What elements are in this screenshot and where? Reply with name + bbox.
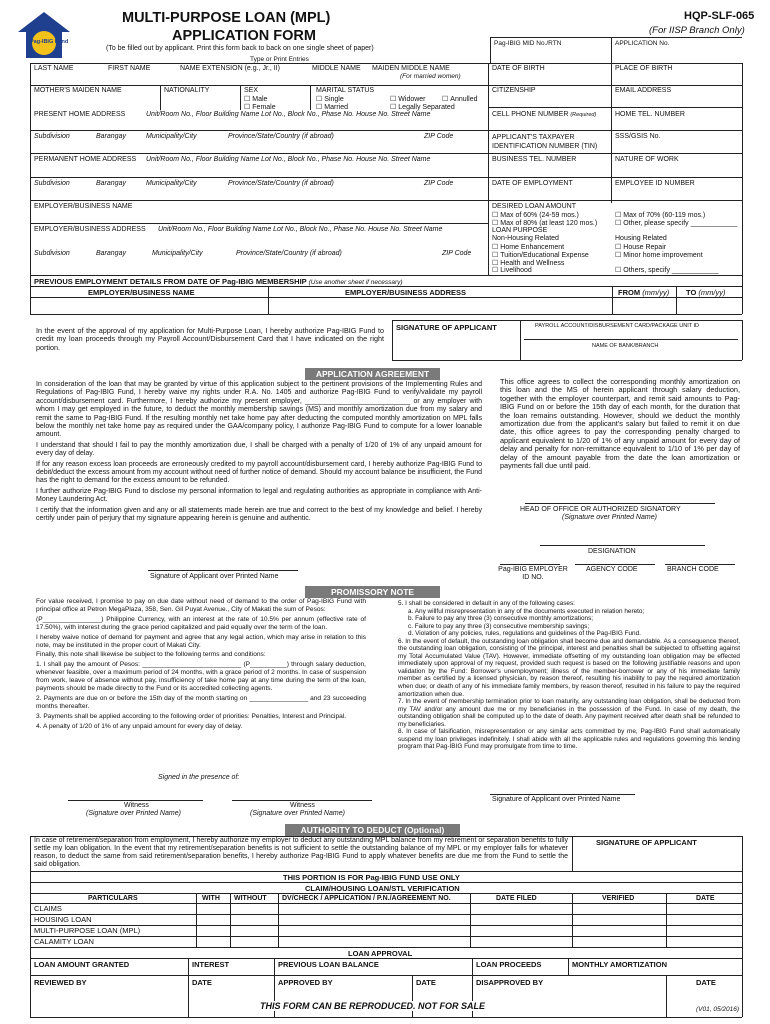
col-date: DATE <box>696 895 715 902</box>
tuition-checkbox[interactable]: ☐ Tuition/Educational Expense <box>492 251 589 259</box>
present-address-label: PRESENT HOME ADDRESS <box>34 111 126 118</box>
middle-name-label: MIDDLE NAME <box>312 65 361 72</box>
other-amount-checkbox[interactable]: ☐ Other, please specify ____________ <box>615 219 737 227</box>
maiden-middle-label: MAIDEN MIDDLE NAME <box>372 65 450 72</box>
col-with: WITH <box>202 895 220 902</box>
promissory-p2: (P________________) Philippine Currency, with an interest at the rate of 10.5% per annum (effective rate of 17.50%), with interest during the grace period capitalized and paid equally over the term of the loan. <box>36 615 366 631</box>
col-verified: VERIFIED <box>602 895 635 902</box>
business-tel-label: BUSINESS TEL. NUMBER <box>492 156 577 163</box>
presence-label: Signed in the presence of: <box>158 774 240 781</box>
permanent-address-label: PERMANENT HOME ADDRESS <box>34 156 137 163</box>
form-title-2: APPLICATION FORM <box>172 28 316 44</box>
present-address-line1: Unit/Room No., Floor Building Name Lot No., Block No., Phase No. House No. Street Name <box>146 111 431 118</box>
agreement-paragraphs <box>36 381 482 526</box>
married-women-note: (For married women) <box>400 73 461 80</box>
prev-col-to: TO (mm/yy) <box>686 288 726 297</box>
type-print-note: Type or Print Entries <box>250 56 309 63</box>
fund-use-title: THIS PORTION IS FOR Pag-IBIG FUND USE ONLY <box>283 873 460 882</box>
promissory-r5a: a. Any willful misrepresentation in any of the documents executed in relation hereto; <box>408 607 645 615</box>
app-no-label: APPLICATION No. <box>615 40 670 47</box>
witness2-label: Witness <box>290 802 315 809</box>
legally-separated-checkbox[interactable]: ☐ Legally Separated <box>390 103 455 111</box>
promissory-applicant-sig: Signature of Applicant over Printed Name <box>492 796 621 803</box>
cell-label: CELL PHONE NUMBER (Required) <box>492 111 597 118</box>
deduct-title: AUTHORITY TO DEDUCT (Optional) <box>285 824 460 836</box>
office-agreement: This office agrees to collect the corresponding monthly amortization on this loan and the MS of herein applicant through salary deduction, together with the employer counterpart, and remit said amounts to Pag-IBIG Fund on or before the 15th day of each month, for the duration that the loan remains outstanding. However, should we deduct the monthly amortization due from the applicant's salary but failed to remit it on due date, this office agrees to pay the corresponding penalty charged to applicant equivalent to 1/20 of 1% of any unpaid amount for every day of delay and penalty for non-remittance equivalent to 1/10 of 1% per day of delay of the amount payable from the date the loan amortization or payments fall due until paid. <box>500 377 740 471</box>
ap-loan-proceeds: LOAN PROCEEDS <box>476 960 542 969</box>
dob-label: DATE OF BIRTH <box>492 65 545 72</box>
max80-checkbox[interactable]: ☐ Max of 80% (at least 120 mos.) <box>492 219 597 227</box>
marital-label: MARITAL STATUS <box>316 87 375 94</box>
prev-col-address: EMPLOYER/BUSINESS ADDRESS <box>345 288 466 297</box>
female-checkbox[interactable]: ☐ Female <box>244 103 276 111</box>
col-without: WITHOUT <box>234 895 267 902</box>
employer-municipality: Municipality/City <box>152 250 203 257</box>
married-checkbox[interactable]: ☐ Married <box>316 103 348 111</box>
ap-prev-balance: PREVIOUS LOAN BALANCE <box>278 960 379 969</box>
promissory-c1: 1. I shall pay the amount of Pesos: ___________________________ (P__________) through salary deduction, whenever feasible, over a maximum period of 24 months, with a grace period of 2 months. In case of suspension from work, leave of absence without pay, insufficiency of take home pay at any time during the term of the loan, payments should be made directly to the Fund or its accredited collecting agents. <box>36 661 366 693</box>
ap-date2: DATE <box>416 978 436 987</box>
mother-maiden-label: MOTHER'S MAIDEN NAME <box>34 87 122 94</box>
footer-text: THIS FORM CAN BE REPRODUCED. NOT FOR SALE <box>260 1001 486 1011</box>
head-office-sig: (Signature over Printed Name) <box>562 514 657 521</box>
agreement-p1: In consideration of the loan that may be granted by virtue of this application subject to the pertinent provisions of the Implementing Rules and Regulations of Pag-IBIG Fund, I hereby waive my rights under R.A. No. 1405 and authorize Pag-IBIG Fund to verify/validate my payroll account/disbursement card. Furthermore, I hereby authorize my present employer, ___________________________ or any employer with whom I may get employed in the future, to deduct the monthly membership savings (MS) and monthly amortization due from my salary and remit the same to Pag-IBIG Fund. If the resulting monthly net take home pay after deducting the computed monthly amortization on MPL falls below the monthly net take home pay as required under the GAA/company policy, I authorize Pag-IBIG Fund to compute for a lower loanable amount. <box>36 381 482 439</box>
permanent-subdivision: Subdivision <box>34 180 70 187</box>
prev-employment-title: PREVIOUS EMPLOYMENT DETAILS FROM DATE OF Pag-IBIG MEMBERSHIP (Use another sheet if necessary) <box>34 277 403 286</box>
employer-zip: ZIP Code <box>442 250 472 257</box>
head-office-label: HEAD OF OFFICE OR AUTHORIZED SIGNATORY <box>520 506 681 513</box>
ap-loan-amount: LOAN AMOUNT GRANTED <box>34 960 130 969</box>
prev-col-name: EMPLOYER/BUSINESS NAME <box>88 288 195 297</box>
home-enh-checkbox[interactable]: ☐ Home Enhancement <box>492 243 564 251</box>
promissory-c3: 3. Payments shall be applied according to the following order of priorities: Penalties, Interest and Principal. <box>36 712 347 720</box>
annulled-checkbox[interactable]: ☐ Annulled <box>442 95 478 103</box>
name-ext-label: NAME EXTENSION (e.g., Jr., II) <box>180 65 280 72</box>
footer-version: (V01, 05/2016) <box>696 1006 740 1013</box>
permanent-province: Province/State/Country (if abroad) <box>228 180 334 187</box>
employer-province: Province/State/Country (if abroad) <box>236 250 342 257</box>
sss-label: SSS/GSIS No. <box>615 133 661 140</box>
present-municipality: Municipality/City <box>146 133 197 140</box>
pagibig-logo <box>16 10 72 60</box>
non-housing-label: Non-Housing Related <box>492 235 559 242</box>
single-checkbox[interactable]: ☐ Single <box>316 95 344 103</box>
col-particulars: PARTICULARS <box>88 895 138 902</box>
employer-subdivision: Subdivision <box>34 250 70 257</box>
agency-code-label: AGENCY CODE <box>586 566 638 573</box>
ap-date3: DATE <box>696 978 716 987</box>
promissory-r5b: b. Failure to pay any three (3) consecutive monthly amortizations; <box>408 615 594 623</box>
ap-date1: DATE <box>192 978 212 987</box>
permanent-address-line1: Unit/Room No., Floor Building Name Lot No., Block No., Phase No. House No. Street Name <box>146 156 431 163</box>
last-name-label: LAST NAME <box>34 65 74 72</box>
livelihood-checkbox[interactable]: ☐ Livelihood <box>492 266 532 274</box>
branch-code-label: BRANCH CODE <box>667 566 719 573</box>
tin-label: APPLICANT'S TAXPAYER IDENTIFICATION NUMBER (TIN) <box>492 134 598 150</box>
form-title-1: MULTI-PURPOSE LOAN (MPL) <box>122 10 331 26</box>
housing-related-label: Housing Related <box>615 235 667 242</box>
verification-title: CLAIM/HOUSING LOAN/STL VERIFICATION <box>305 884 460 893</box>
desired-loan-label: DESIRED LOAN AMOUNT <box>492 203 577 210</box>
promissory-r6: 6. In the event of default, the outstanding loan obligation shall become due and demandable. As a consequence thereof, the outstanding loan obligation, consisting of the principal, interest and penalties shall be subjected to offsetting against my Total Accumulated Value (TAV). However, immediate offsetting of my outstanding loan obligation may be effected immediately upon approval of my request, provided such request is based on the following justifiable reasons and upon validation by the Fund: Borrower's unemployment; illness of the member-borrower or any of his immediate family member as certified by a licensed physician, by reason thereof, resulting his inability to pay the required amortization when due; or death of any of his immediate family members, by reason thereof, resulted in his failure to pay the required amortization when due. <box>398 637 740 698</box>
logo-text: Pag-IBIG Fund <box>30 39 69 45</box>
promissory-p1: For value received, I promise to pay on due date without need of demand to the order of Pag-IBIG Fund with principal office at Petron MegaPlaza, 358, Sen. Gil Puyat Avenue., City of Makati the sum of Pesos: <box>36 598 366 613</box>
employer-barangay: Barangay <box>96 250 126 257</box>
ap-monthly-amort: MONTHLY AMORTIZATION <box>572 960 667 969</box>
employee-id-label: EMPLOYEE ID NUMBER <box>615 180 695 187</box>
widower-checkbox[interactable]: ☐ Widower <box>390 95 426 103</box>
authorize-signature-label: SIGNATURE OF APPLICANT <box>396 323 497 332</box>
ap-reviewed-by: REVIEWED BY <box>34 978 87 987</box>
agreement-applicant-sig: Signature of Applicant over Printed Name <box>150 573 279 580</box>
deduct-signature-label: SIGNATURE OF APPLICANT <box>596 838 697 847</box>
sex-label: SEX <box>244 87 259 94</box>
authorize-text: In the event of the approval of my application for Multi-Purpose Loan, I hereby authorize Pag-IBIG Fund to credit my loan proceeds through my Payroll Account/Disbursement Card that I have indicated on the right portion. <box>36 326 384 352</box>
nature-work-label: NATURE OF WORK <box>615 156 679 163</box>
employer-id-label: Pag-IBIG EMPLOYER ID NO. <box>498 566 568 581</box>
col-dv-check: DV/CHECK / APPLICATION / P.N./AGREEMENT NO. <box>282 895 451 902</box>
others-checkbox[interactable]: ☐ Others, specify ____________ <box>615 266 719 274</box>
promissory-p4: Finally, this note shall likewise be subject to the following terms and conditions: <box>36 651 266 659</box>
form-code: HQP-SLF-065 <box>684 10 755 22</box>
max70-checkbox[interactable]: ☐ Max of 70% (60-119 mos.) <box>615 211 705 219</box>
ap-interest: INTEREST <box>192 960 230 969</box>
promissory-r5c: c. Failure to pay any three (3) consecutive membership savings; <box>408 622 590 630</box>
promissory-p3: I hereby waive notice of demand for payment and agree that any legal action, which may arise in relation to this note, may be instituted in the proper court of Makati City. <box>36 633 366 649</box>
citizenship-label: CITIZENSHIP <box>492 87 536 94</box>
ap-approved-by: APPROVED BY <box>278 978 333 987</box>
employer-address-line1: Unit/Room No., Floor Building Name Lot No., Block No., Phase No. House No. Street Name <box>158 226 443 233</box>
promissory-title: PROMISSORY NOTE <box>305 586 440 598</box>
employer-name-label: EMPLOYER/BUSINESS NAME <box>34 203 133 210</box>
loan-purpose-label: LOAN PURPOSE <box>492 227 548 234</box>
permanent-barangay: Barangay <box>96 180 126 187</box>
payroll-label: PAYROLL ACCOUNT/DISBURSEMENT CARD/PACKAGE UNIT ID <box>535 323 700 329</box>
minor-home-checkbox[interactable]: ☐ Minor home improvement <box>615 251 703 259</box>
promissory-r8: 8. In case of falsification, misrepresentation or any similar acts committed by me, Pag-IBIG Fund shall automatically suspend my loan privileges indefinitely. I shall abide with all the applicable rules and regulations governing this lending program that Pag-IBIG Fund may promulgate from time to time. <box>398 728 740 751</box>
loan-approval-title: LOAN APPROVAL <box>348 949 413 958</box>
promissory-r5d: d. Violation of any policies, rules, regulations and guidelines of the Pag-IBIG Fund. <box>408 630 641 638</box>
agreement-p4: I further authorize Pag-IBIG Fund to disclose my personal information to legal and regulating authorities as appropriate in compliance with Anti-Money Laundering Act. <box>36 487 482 504</box>
bank-label: NAME OF BANK/BRANCH <box>592 343 659 349</box>
witness1-sig: (Signature over Printed Name) <box>86 810 181 817</box>
promissory-right <box>398 600 740 751</box>
agreement-title: APPLICATION AGREEMENT <box>305 368 440 380</box>
email-label: EMAIL ADDRESS <box>615 87 672 94</box>
prev-col-from: FROM (mm/yy) <box>618 288 670 297</box>
branch-note: (For IISP Branch Only) <box>649 25 745 36</box>
max60-checkbox[interactable]: ☐ Max of 60% (24-59 mos.) <box>492 211 579 219</box>
deduct-text: In case of retirement/separation from employment, I hereby authorize my employer to deduct any outstanding MPL balance from my retirement or separation benefits to fully settle my loan obligation. In the event that my retirement/separation benefits is not sufficient to settle the outstanding balance of my MPL or my employer falls for whatever reason, to deduct the same from said retirement/separation benefits, I hereby authorize Pag-IBIG Fund to apply whatever benefits are due me from the Fund to settle the said obligation. <box>34 837 568 868</box>
house-repair-checkbox[interactable]: ☐ House Repair <box>615 243 666 251</box>
col-date-filed: DATE FILED <box>496 895 537 902</box>
mid-label: Pag-IBIG MID No./RTN <box>494 40 562 47</box>
agreement-p3: If for any reason excess loan proceeds are erroneously credited to my payroll account/disbursement card, I hereby authorize Pag-IBIG Fund to debit/deduct the excess amount from my account without need of further notice of demand. Should my account balance be insufficient, the Fund has the right to demand for the excess amount to be refunded. <box>36 460 482 485</box>
nationality-label: NATIONALITY <box>164 87 210 94</box>
permanent-zip: ZIP Code <box>424 180 454 187</box>
witness1-label: Witness <box>124 802 149 809</box>
agreement-p5: I certify that the information given and any or all statements made herein are true and correct to the best of my knowledge and belief. I hereby certify under pain of perjury that my signature appearing herein is genuine and authentic. <box>36 506 482 523</box>
employer-address-label: EMPLOYER/BUSINESS ADDRESS <box>34 226 146 233</box>
agreement-p2: I understand that should I fail to pay the monthly amortization due, I shall be charged with a penalty of 1/20 of 1% of any unpaid amount for every day of delay. <box>36 441 482 458</box>
promissory-c4: 4. A penalty of 1/20 of 1% of any unpaid amount for every day of delay. <box>36 722 243 730</box>
present-zip: ZIP Code <box>424 133 454 140</box>
first-name-label: FIRST NAME <box>108 65 151 72</box>
home-tel-label: HOME TEL. NUMBER <box>615 111 685 118</box>
form-instruction: (To be filled out by applicant. Print this form back to back on one single sheet of paper) <box>106 45 374 52</box>
promissory-r7: 7. In the event of membership termination prior to loan maturity, any outstanding loan obligation, shall be deducted from my TAV and/or any amount due me or my beneficiaries in the possession of the Fund. In case of my death, the outstanding obligation shall be computed up to the date of death. Any payment received after death shall be refunded to my beneficiaries. <box>398 698 740 728</box>
promissory-left <box>36 598 366 733</box>
present-barangay: Barangay <box>96 133 126 140</box>
designation-label: DESIGNATION <box>588 548 636 555</box>
health-checkbox[interactable]: ☐ Health and Wellness <box>492 259 564 267</box>
pob-label: PLACE OF BIRTH <box>615 65 673 72</box>
row-mpl: MULTI-PURPOSE LOAN (MPL) <box>34 926 141 935</box>
promissory-c2: 2. Payments are due on or before the 15th day of the month starting on ________________ and 23 succeeding months thereafter. <box>36 694 366 710</box>
promissory-r5: 5. I shall be considered in default in any of the following cases: <box>398 600 575 607</box>
witness2-sig: (Signature over Printed Name) <box>250 810 345 817</box>
male-checkbox[interactable]: ☐ Male <box>244 95 267 103</box>
date-employment-label: DATE OF EMPLOYMENT <box>492 180 573 187</box>
present-province: Province/State/Country (if abroad) <box>228 133 334 140</box>
row-housing-loan: HOUSING LOAN <box>34 915 92 924</box>
permanent-municipality: Municipality/City <box>146 180 197 187</box>
ap-disapproved-by: DISAPPROVED BY <box>476 978 544 987</box>
row-claims: CLAIMS <box>34 904 62 913</box>
row-calamity-loan: CALAMITY LOAN <box>34 937 94 946</box>
present-subdivision: Subdivision <box>34 133 70 140</box>
